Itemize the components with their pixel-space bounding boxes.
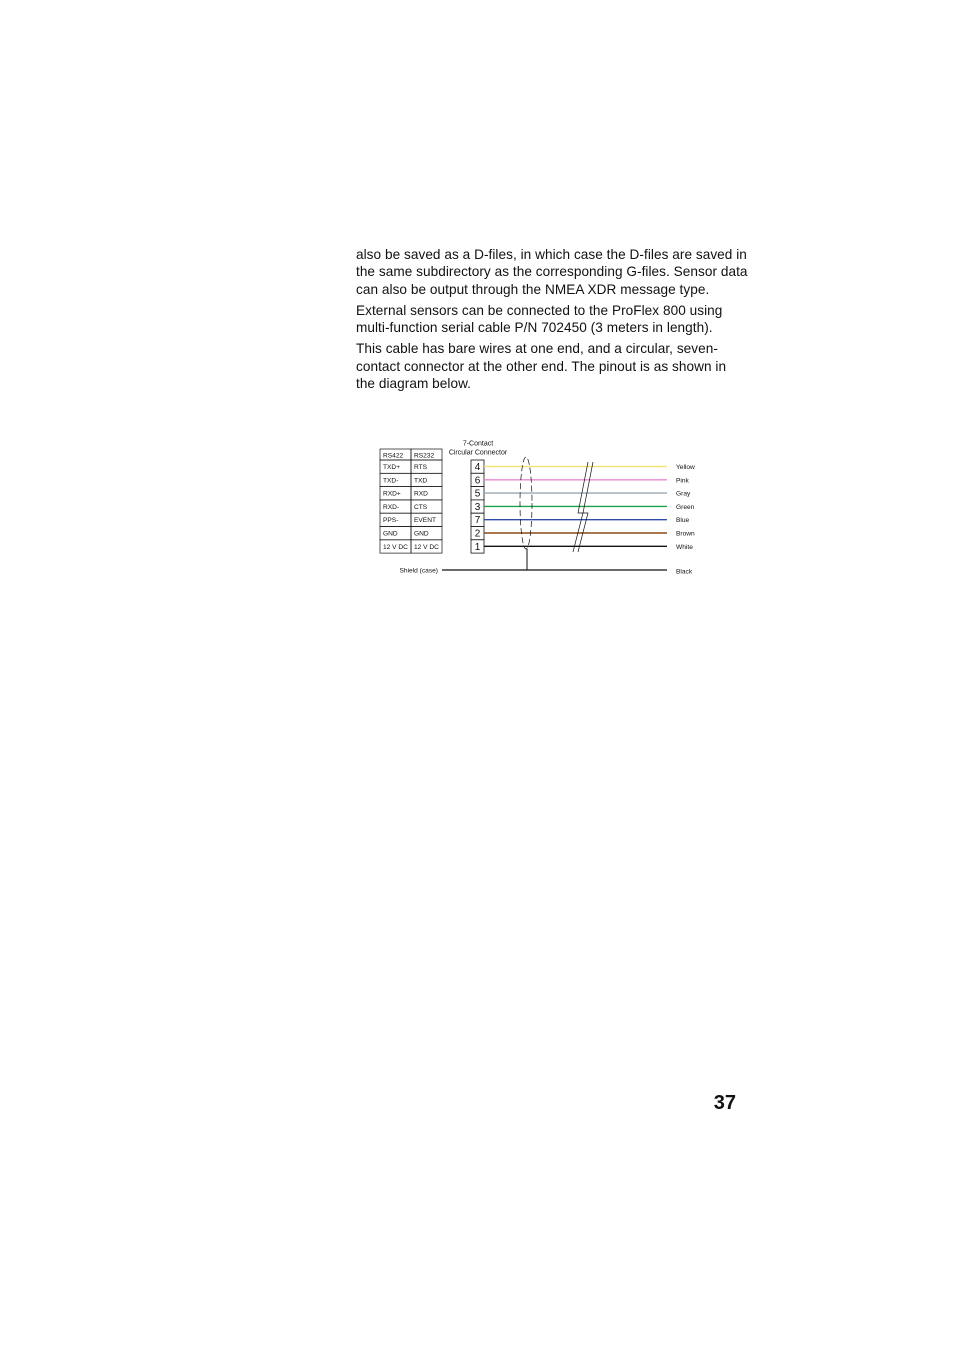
pin-number: 3	[474, 501, 481, 513]
rs422-signal: RXD-	[383, 503, 400, 511]
pin-number: 5	[474, 488, 481, 500]
connector-title-line2: Circular Connector	[448, 449, 508, 457]
pin-number: 6	[474, 475, 481, 487]
wire-color-label: Green	[676, 503, 695, 511]
rs232-signal: TXD	[414, 477, 428, 485]
rs422-signal: TXD+	[383, 464, 401, 471]
rs422-signal: 12 V DC	[383, 543, 408, 551]
pin-number: 7	[474, 515, 481, 527]
pinout-rows	[380, 460, 695, 553]
wire-color-label: White	[676, 543, 693, 551]
rs232-signal: RTS	[414, 464, 428, 471]
rs232-signal: CTS	[414, 503, 428, 511]
rs232-signal: RXD	[414, 490, 428, 498]
pinout-diagram	[370, 436, 710, 582]
rs232-signal: GND	[414, 530, 429, 538]
rs422-signal: RXD+	[383, 490, 401, 498]
table-header	[380, 449, 442, 460]
paragraph-1: also be saved as a D-files, in which case the D-files are saved in the same subdirectory as the corresponding G-files. Sensor data can also be output through the NMEA XDR message type.	[356, 247, 748, 297]
pin-number: 4	[474, 462, 481, 473]
header-rs422: RS422	[383, 452, 404, 460]
rs422-signal: TXD-	[383, 477, 399, 485]
page-number: 37	[713, 1092, 736, 1114]
shield-label: Shield (case)	[399, 567, 438, 575]
wire-color-label: Blue	[676, 517, 690, 525]
wire-color-label: Brown	[676, 530, 695, 538]
header-rs232: RS232	[414, 452, 435, 460]
rs422-signal: GND	[383, 530, 398, 538]
wire-color-label: Pink	[676, 477, 689, 485]
wire-color-label: Gray	[676, 490, 691, 498]
pin-number: 1	[474, 541, 481, 553]
rs422-signal: PPS-	[383, 517, 399, 525]
shield-wire-label: Black	[676, 568, 693, 576]
connector-title-line1: 7-Contact	[462, 440, 494, 448]
paragraph-3: This cable has bare wires at one end, and a circular, seven-contact connector at the other end. The pinout is as shown in the diagram below.	[356, 341, 727, 392]
wire-color-label: Yellow	[676, 464, 695, 471]
pin-number: 2	[474, 528, 481, 540]
rs232-signal: 12 V DC	[414, 543, 439, 551]
body-text	[356, 246, 748, 396]
shield-ellipse	[520, 457, 532, 549]
rs232-signal: EVENT	[414, 517, 436, 525]
pinout-diagram-svg	[370, 436, 710, 582]
paragraph-2: External sensors can be connected to the ProFlex 800 using multi-function serial cable P/N 702450 (3 meters in length).	[356, 302, 723, 336]
